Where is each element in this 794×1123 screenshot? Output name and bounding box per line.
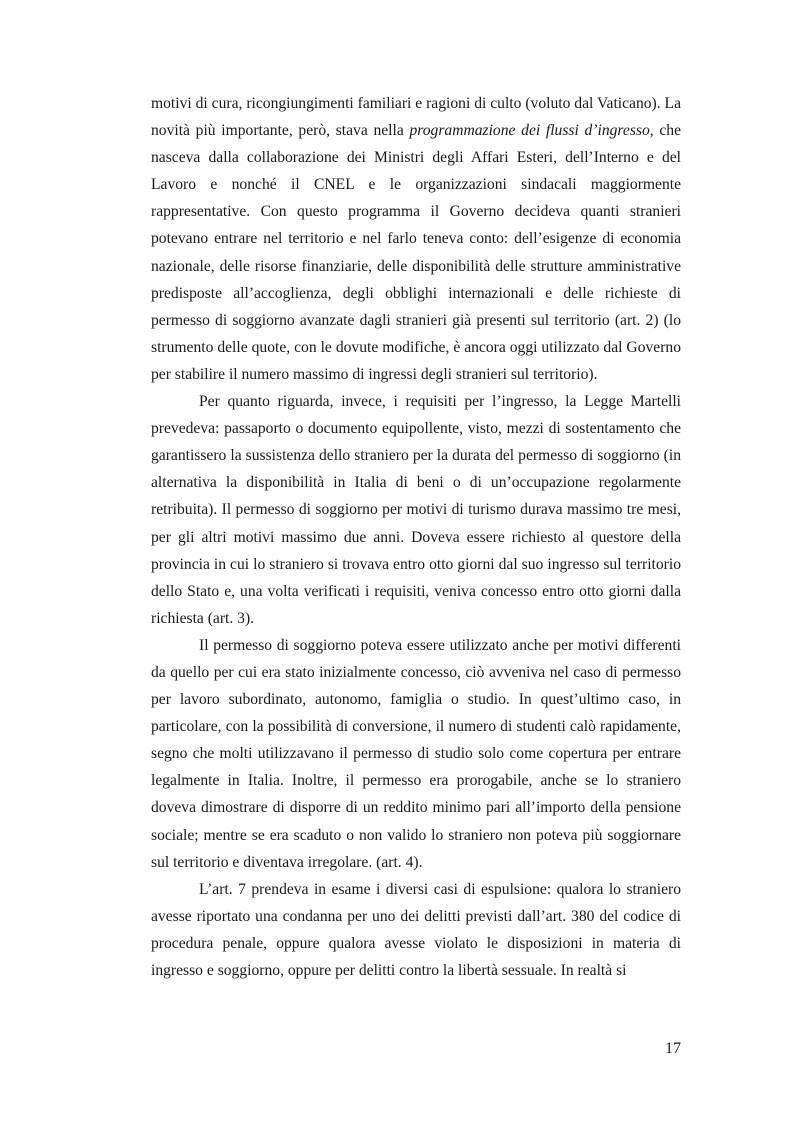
paragraph-2: Per quanto riguarda, invece, i requisiti per l’ingresso, la Legge Martelli prevedeva: passaporto o documento equipollente, visto, mezzi di sostentamento che garantissero la sussistenza dello straniero per la durata del permesso di soggiorno (in alternativa la disponibilità in Italia di beni o di un’occupazione regolarmente retribuita). Il permesso di soggiorno per motivi di turismo durava massimo tre mesi, per gli altri motivi massimo due anni. Doveva essere richiesto al questore della provincia in cui lo straniero si trovava entro otto giorni dal suo ingresso sul territorio dello Stato e, una volta verificati i requisiti, veniva concesso entro otto giorni dalla richiesta (art. 3). — [151, 393, 681, 627]
document-body — [151, 90, 681, 984]
paragraph-1-start: motivi di cura, ricongiungimenti familiari e ragioni di culto (voluto dal Vaticano). La novità più importante, però, stava nella — [151, 95, 681, 140]
page-number: 17 — [665, 1040, 681, 1057]
paragraph-1 — [151, 90, 681, 388]
paragraph-4: L’art. 7 prendeva in esame i diversi casi di espulsione: qualora lo straniero avesse riportato una condanna per uno dei delitti previsti dall’art. 380 del codice di procedura penale, oppure qualora avesse violato le disposizioni in materia di ingresso e soggiorno, oppure per delitti contro la libertà sessuale. In realtà si — [151, 880, 681, 979]
paragraph-1-end: , che nasceva dalla collaborazione dei Ministri degli Affari Esteri, dell’Interno e del Lavoro e nonché il CNEL e le organizzazioni sindacali maggiormente rappresentative. Con questo programma il Governo decideva quanti stranieri potevano entrare nel territorio e nel farlo teneva conto: dell’esigenze di economia nazionale, delle risorse finanziarie, delle disponibilità delle strutture amministrative predisposte all’accoglienza, degli obblighi internazionali e delle richieste di permesso di soggiorno avanzate dagli stranieri già presenti sul territorio (art. 2) (lo strumento delle quote, con le dovute modifiche, è ancora oggi utilizzato dal Governo per stabilire il numero massimo di ingressi degli stranieri sul territorio). — [151, 122, 682, 383]
paragraph-1-emphasis: programmazione dei flussi d’ingresso — [409, 122, 650, 140]
paragraph-3: Il permesso di soggiorno poteva essere utilizzato anche per motivi differenti da quello per cui era stato inizialmente concesso, ciò avveniva nel caso di permesso per lavoro subordinato, autonomo, famiglia o studio. In quest’ultimo caso, in particolare, con la possibilità di conversione, il numero di studenti calò rapidamente, segno che molti utilizzavano il permesso di studio solo come copertura per entrare legalmente in Italia. Inoltre, il permesso era prorogabile, anche se lo straniero doveva dimostrare di disporre di un reddito minimo pari all’importo della pensione sociale; mentre se era scaduto o non valido lo straniero non poteva più soggiornare sul territorio e diventava irregolare. (art. 4). — [151, 636, 681, 871]
